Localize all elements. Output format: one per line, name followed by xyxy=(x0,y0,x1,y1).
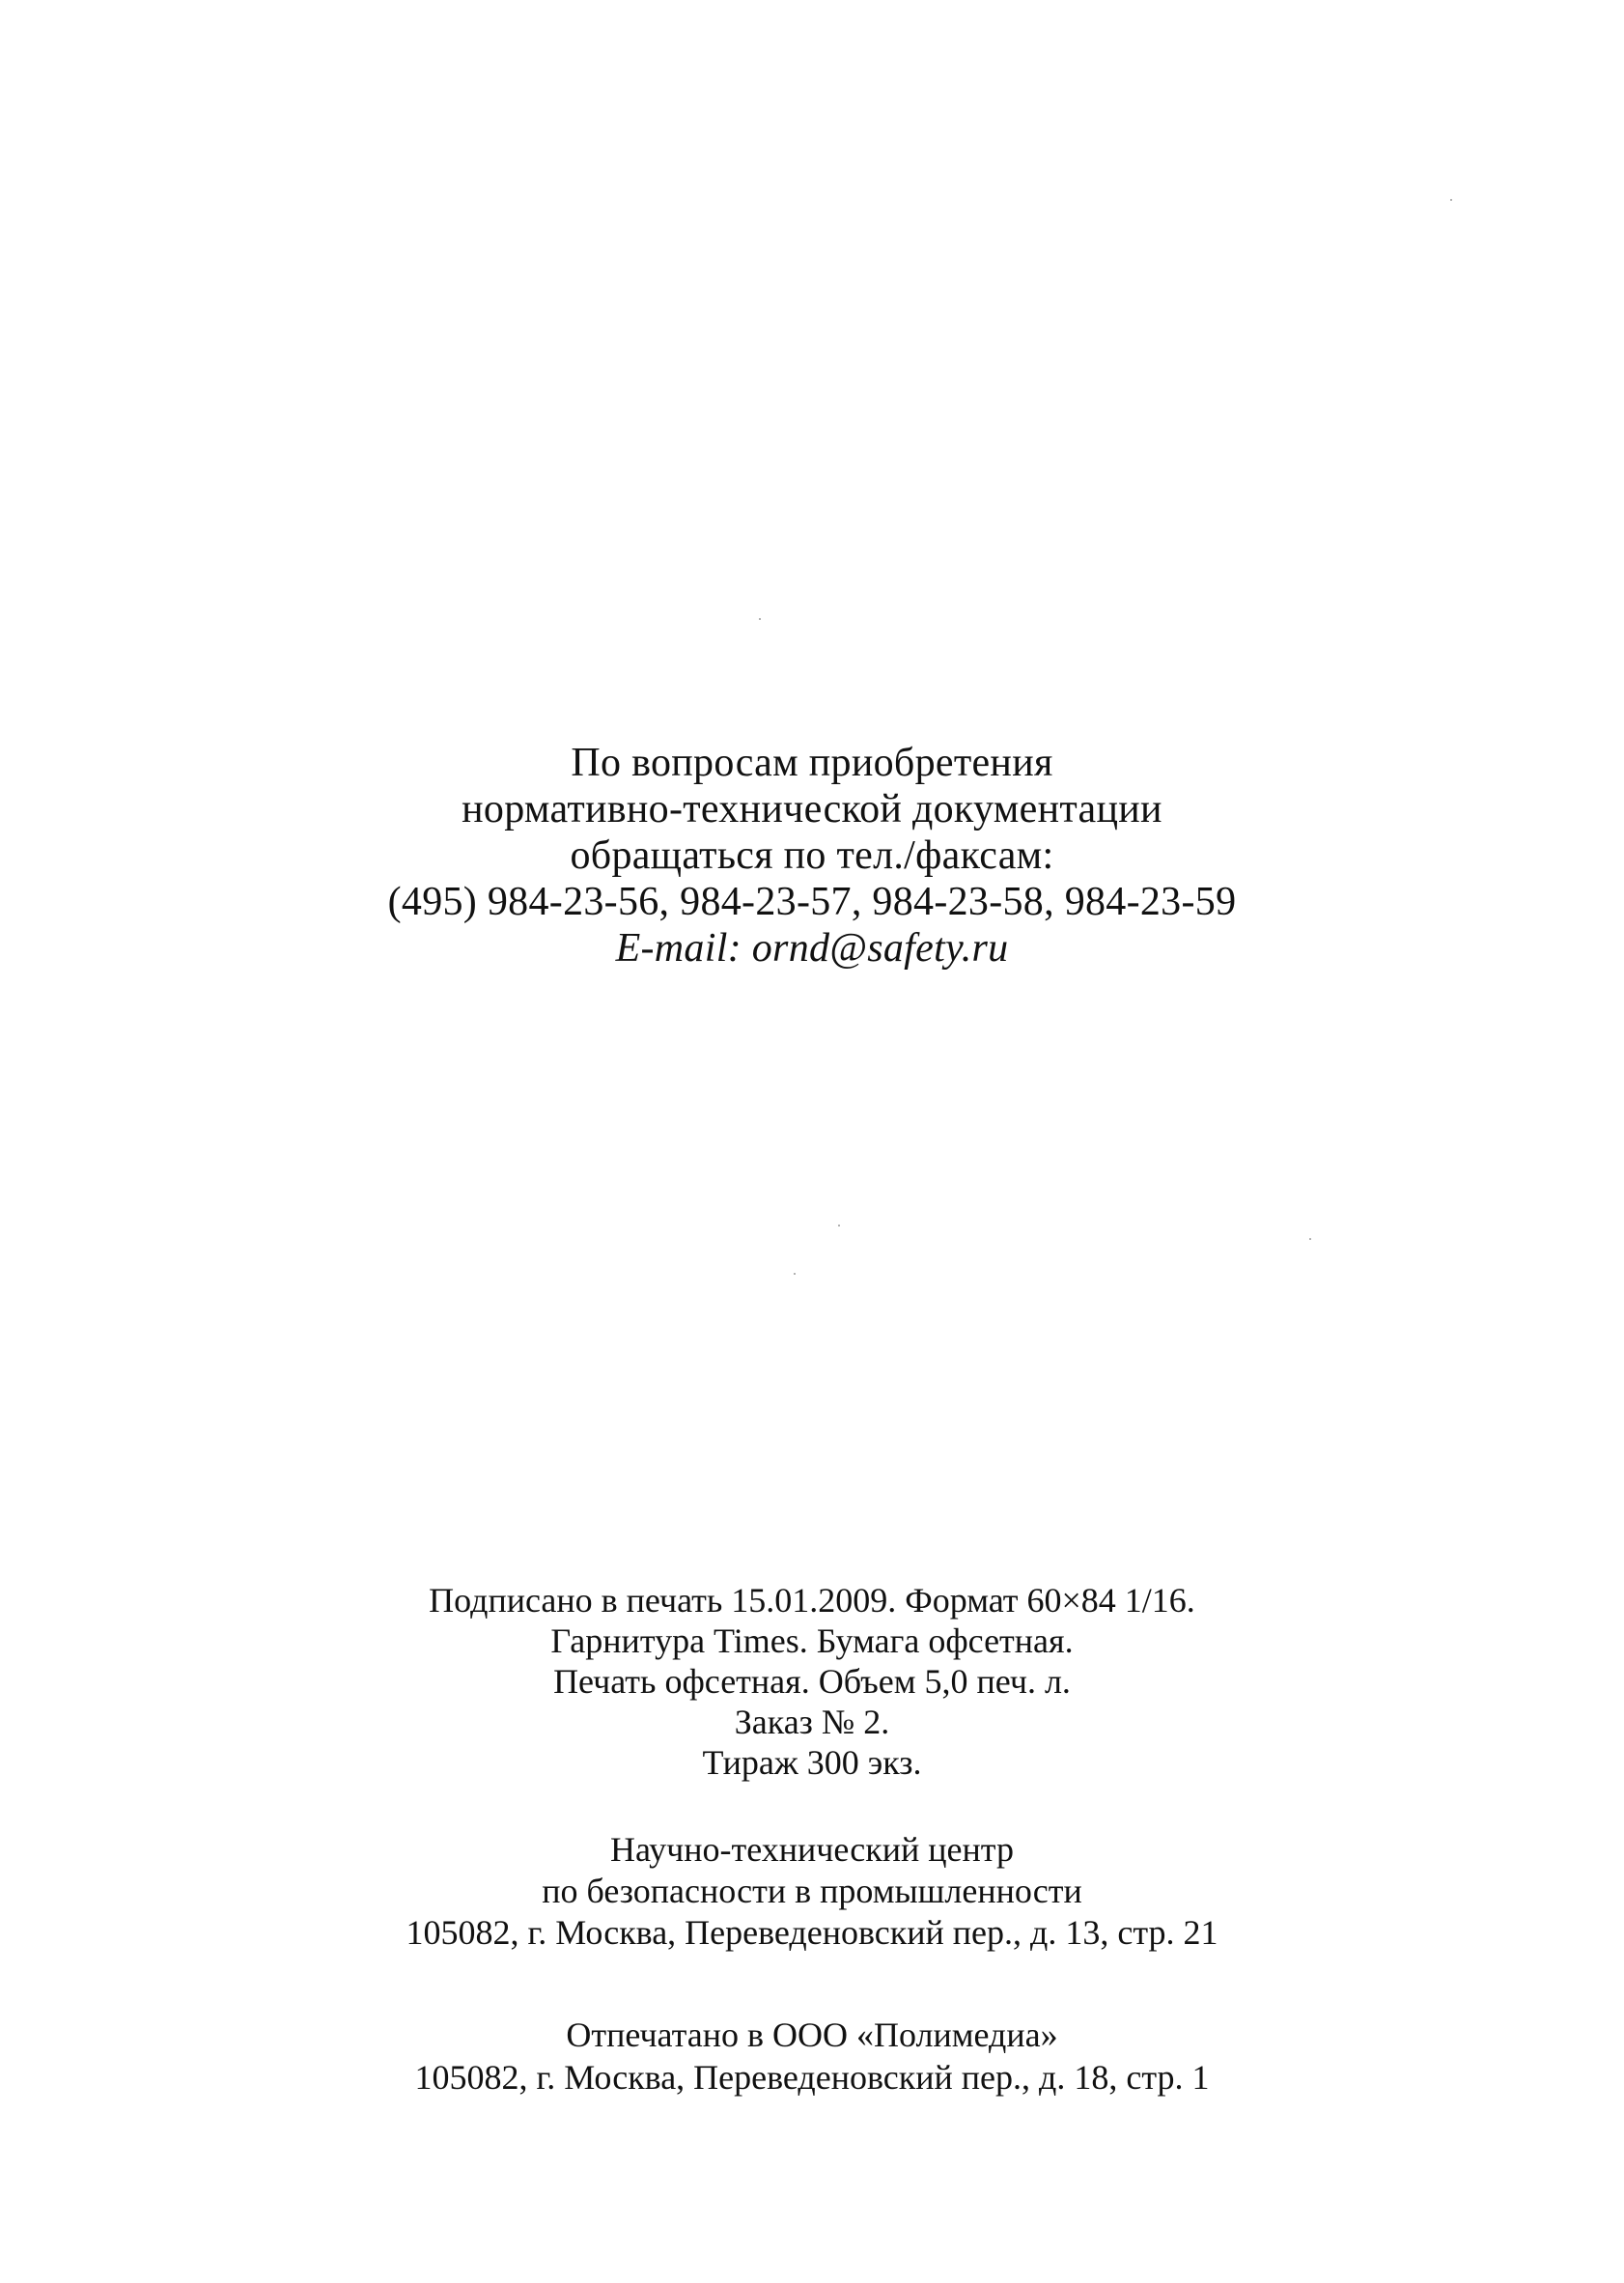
imprint-line-3: Печать офсетная. Объем 5,0 печ. л. xyxy=(553,1662,1071,1701)
contacts-email: E-mail: ornd@safety.ru xyxy=(615,926,1009,971)
imprint-order: Заказ № 2. xyxy=(734,1703,890,1741)
printer-block xyxy=(0,2014,1624,2099)
publisher-line-2: по безопасности в промышленности xyxy=(542,1872,1082,1910)
publisher-line-1: Научно-технический центр xyxy=(610,1830,1014,1869)
contacts-line-1: По вопросам приобретения xyxy=(571,741,1053,785)
scan-speck xyxy=(1450,199,1452,201)
imprint-line-2: Гарнитура Times. Бумага офсетная. xyxy=(550,1621,1074,1660)
printer-address: 105082, г. Москва, Переведеновский пер., д. 18, стр. 1 xyxy=(414,2058,1210,2097)
contacts-phones: (495) 984-23-56, 984-23-57, 984-23-58, 984-23-59 xyxy=(387,880,1237,924)
imprint-circulation: Тираж 300 экз. xyxy=(702,1743,922,1782)
imprint-block xyxy=(0,1580,1624,1783)
scan-speck xyxy=(759,618,761,620)
scan-speck xyxy=(794,1273,796,1275)
publisher-address: 105082, г. Москва, Переведеновский пер., д. 13, стр. 21 xyxy=(406,1913,1218,1952)
contacts-line-3: обращаться по тел./факсам: xyxy=(570,833,1054,878)
imprint-line-1: Подписано в печать 15.01.2009. Формат 60×84 1/16. xyxy=(429,1581,1195,1620)
printer-line-1: Отпечатано в ООО «Полимедиа» xyxy=(566,2015,1058,2054)
contacts-line-2: нормативно-технической документации xyxy=(462,787,1162,831)
contacts-block xyxy=(0,740,1624,972)
scan-speck xyxy=(1309,1238,1311,1240)
scan-speck xyxy=(838,1225,840,1226)
publisher-block xyxy=(0,1829,1624,1954)
